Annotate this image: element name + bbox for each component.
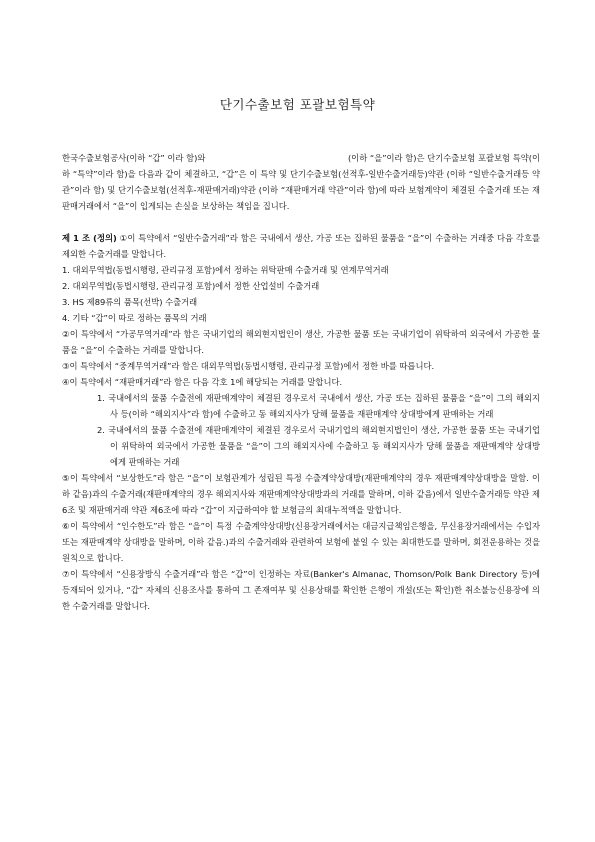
document-body xyxy=(62,150,540,614)
article-1-heading: 제 1 조 (정의) xyxy=(62,233,117,243)
document-title: 단기수출보험 포괄보험특약 xyxy=(219,97,376,112)
clause-1-item-2: 2. 대외무역법(동법시행령, 관리규정 포함)에서 정한 산업설비 수출거래 xyxy=(62,281,320,291)
clause-1-item-4: 4. 기타 “갑”이 따로 정하는 품목의 거래 xyxy=(62,313,207,323)
clause-1-item-1: 1. 대외무역법(동법시행령, 관리규정 포함)에서 정하는 위탁판매 수출거래 및 연계무역거래 xyxy=(62,265,389,275)
article-1-clause-2: ②이 특약에서 “가공무역거래”라 함은 국내기업의 해외현지법인이 생산, 가공한 물품 또는 국내기업이 위탁하여 외국에서 가공한 물품을 “을”이 수출하는 거래를 말합니다. xyxy=(62,329,540,355)
spacer xyxy=(62,214,540,230)
article-1-clause-5: ⑤이 특약에서 “보상한도”라 함은 “을”이 보험관계가 성립된 특정 수출계약상대방(재판매계약의 경우 재판매계약상대방을 말함. 이하 같음)과의 수출거래(재판매계약의 경우 해외지사와 재판매계약상대방과의 거래를 말하며, 이하 같음)에서 일반수출거래등 약관 제6조 및 재판매거래 약관 제6조에 따라 “갑”이 지급하여야 할 보험금의 최대누적액을 말합니다. xyxy=(62,473,540,515)
article-1-clause-4: ④이 특약에서 “재판매거래”라 함은 다음 각호 1에 해당되는 거래를 말합니다. xyxy=(62,377,343,387)
intro-paragraph: 한국수출보험공사(이하 “갑” 이라 함)와 (이하 “을”이라 함)은 단기수출보험 포괄보험 특약(이하 “특약”이라 함)을 다음과 같이 체결하고, “갑”은 이 특약 및 단기수출보험(선적후-일반수출거래등)약관 (이하 “일반수출거래등 약관”이라 함) 및 단기수출보험(선적후-재판매거래)약관 (이하 “재판매거래 약관”이라 함)에 따라 보험계약이 체결된 수출거래 또는 재판매거래에서 “을”이 입게되는 손실을 보상하는 책임을 집니다. xyxy=(62,153,540,211)
article-1-paragraph-1 xyxy=(62,230,540,262)
article-1-clause-1: ①이 특약에서 “일반수출거래”라 함은 국내에서 생산, 가공 또는 집하된 물품을 “을”이 수출하는 거래중 다음 각호를 제외한 수출거래를 말합니다. xyxy=(62,233,540,259)
clause-1-item-3: 3. HS 제89류의 품목(선박) 수출거래 xyxy=(62,297,198,307)
clause-4-subitem-1: 1. 국내에서의 물품 수출전에 재판매계약이 체결된 경우로서 국내에서 생산, 가공 또는 집하된 물품을 “을”이 그의 해외지사 등(이하 “해외지사”라 함)에 수출하고 동 해외지사가 당해 물품을 재판매계약 상대방에게 판매하는 거래 xyxy=(97,393,540,419)
article-1-clause-6: ⑥이 특약에서 “인수한도”라 함은 “을”이 특정 수출계약상대방(신용장거래에서는 대금지급책임은행을, 무신용장거래에서는 수입자 또는 재판매계약 상대방을 말하며, 이하 같음.)과의 수출거래와 관련하여 보험에 붙일 수 있는 최대한도를 말하며, 회전운용하는 것을 원칙으로 합니다. xyxy=(62,521,540,563)
clause-4-subitem-2: 2. 국내에서의 물품 수출전에 재판매계약이 체결된 경우로서 국내기업의 해외현지법인이 생산, 가공한 물품 또는 국내기업이 위탁하여 외국에서 가공한 물품을 “을”이 그의 해외지사에 수출하고 동 해외지사가 당해 물품을 재판매계약 상대방에게 판매하는 거래 xyxy=(97,425,540,467)
article-1-clause-7: ⑦이 특약에서 “신용장방식 수출거래”라 함은 “갑”이 인정하는 자료(Banker's Almanac, Thomson/Polk Bank Directory 등)에 등재되어 있거나, “갑” 자체의 신용조사를 통하여 그 존재여부 및 신용상태를 확인한 은행이 개설(또는 확인)한 취소불능신용장에 의한 수출거래를 말합니다. xyxy=(62,569,540,611)
article-1-clause-3: ③이 특약에서 “중계무역거래”라 함은 대외무역법(동법시행령, 관리규정 포함)에서 정한 바를 따릅니다. xyxy=(62,361,435,371)
